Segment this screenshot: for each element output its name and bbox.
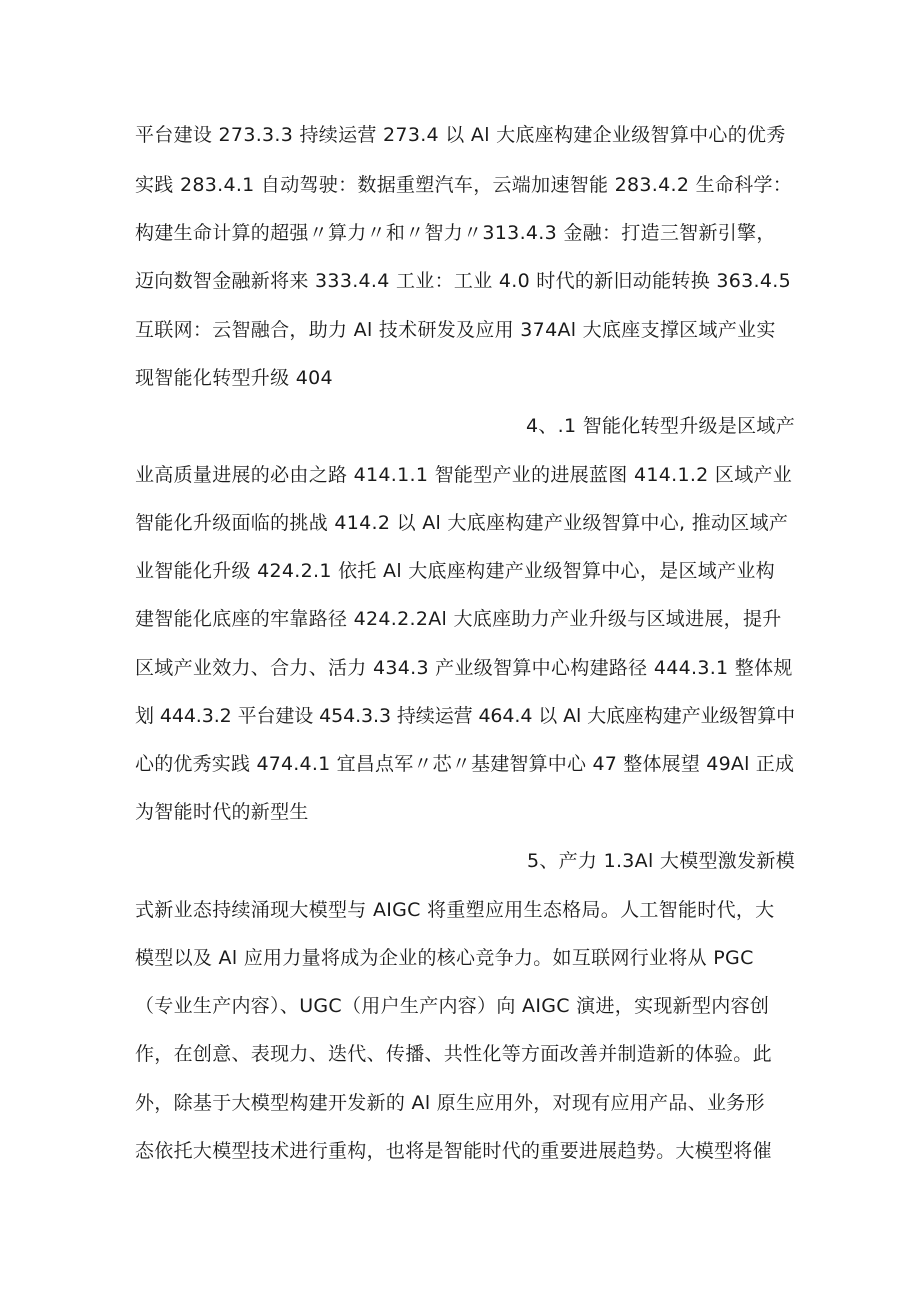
text-line: 迈向数智金融新将来 333.4.4 工业：工业 4.0 时代的新旧动能转换 363.4.5 [135, 270, 791, 292]
text-line: 外，除基于大模型构建开发新的 Al 原生应用外，对现有应用产品、业务形 [135, 1092, 765, 1114]
text-line: 业高质量进展的必由之路 414.1.1 智能型产业的进展蓝图 414.1.2 区域产业 [135, 464, 793, 486]
text-line: 构建生命计算的超强〃算力〃和〃智力〃313.4.3 金融：打造三智新引擎， [135, 222, 776, 244]
text-line: 现智能化转型升级 404 [135, 367, 333, 389]
text-line: （专业生产内容）、UGC（用户生产内容）向 AIGC 演进，实现新型内容创 [135, 995, 770, 1017]
section-heading-5: 5、产力 1.3Al 大模型激发新模 [526, 850, 795, 872]
text-line: 建智能化底座的牢靠路径 424.2.2Al 大底座助力产业升级与区域进展，提升 [135, 608, 782, 630]
text-line: 心的优秀实践 474.4.1 宜昌点军〃芯〃基建智算中心 47 整体展望 49Al 正成 [135, 753, 795, 775]
text-line: 式新业态持续涌现大模型与 AIGC 将重塑应用生态格局。人工智能时代，大 [135, 899, 775, 921]
text-line: 实践 283.4.1 自动驾驶：数据重塑汽车，云端加速智能 283.4.2 生命科学： [135, 174, 793, 196]
text-line: 划 444.3.2 平台建设 454.3.3 持续运营 464.4 以 Al 大底座构建产业级智算中 [135, 705, 795, 727]
text-line: 业智能化升级 424.2.1 依托 Al 大底座构建产业级智算中心，是区域产业构 [135, 560, 775, 582]
section-heading-4: 4、.1 智能化转型升级是区域产 [525, 415, 795, 437]
text-line: 平台建设 273.3.3 持续运营 273.4 以 Al 大底座构建企业级智算中心的优秀 [135, 124, 786, 146]
text-line: 态依托大模型技术进行重构，也将是智能时代的重要进展趋势。大模型将催 [135, 1140, 772, 1162]
text-line: 互联网：云智融合，助力 Al 技术研发及应用 374Al 大底座支撑区域产业实 [135, 319, 776, 341]
text-line: 模型以及 Al 应用力量将成为企业的核心竞争力。如互联网行业将从 PGC [135, 947, 754, 969]
text-line: 为智能时代的新型生 [135, 801, 309, 823]
text-line: 智能化升级面临的挑战 414.2 以 Al 大底座构建产业级智算中心, 推动区域产 [135, 512, 789, 534]
text-line: 作，在创意、表现力、迭代、传播、共性化等方面改善并制造新的体验。此 [135, 1043, 772, 1065]
text-line: 区域产业效力、合力、活力 434.3 产业级智算中心构建路径 444.3.1 整体规 [135, 657, 793, 679]
